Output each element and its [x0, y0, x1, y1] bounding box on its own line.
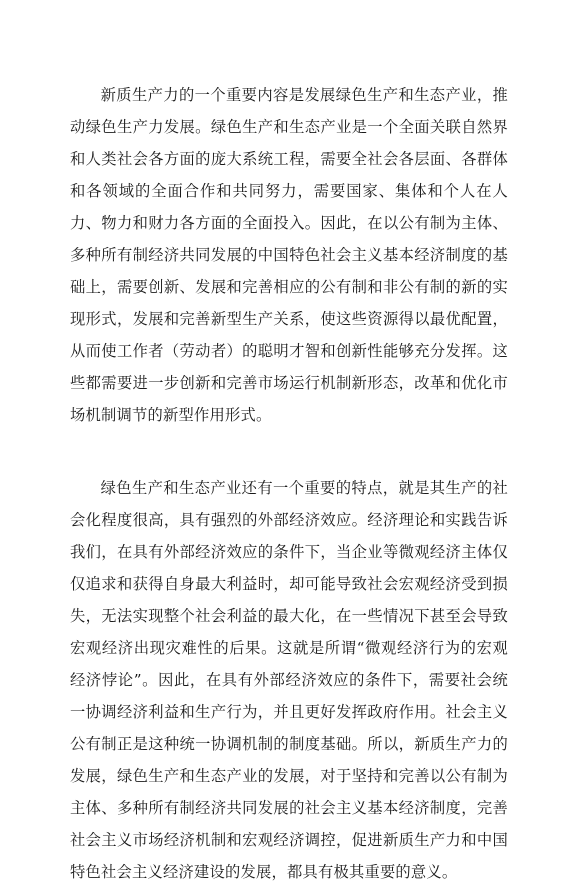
- paragraph-1: 新质生产力的一个重要内容是发展绿色生产和生态产业，推动绿色生产力发展。绿色生产和生态产业是一个全面关联自然界和人类社会各方面的庞大系统工程，需要全社会各层面、各群体和各领域的全面合作和共同努力，需要国家、集体和个人在人力、物力和财力各方面的全面投入。因此，在以公有制为主体、多种所有制经济共同发展的中国特色社会主义基本经济制度的基础上，需要创新、发展和完善相应的公有制和非公有制的新的实现形式，发展和完善新型生产关系，使这些资源得以最优配置，从而使工作者（劳动者）的聪明才智和创新性能够充分发挥。这些都需要进一步创新和完善市场运行机制新形态，改革和优化市场机制调节的新型作用形式。: [70, 86, 508, 424]
- document-page: [70, 79, 508, 888]
- paragraph-2: 绿色生产和生态产业还有一个重要的特点，就是其生产的社会化程度很高，具有强烈的外部经济效应。经济理论和实践告诉我们，在具有外部经济效应的条件下，当企业等微观经济主体仅仅追求和获得自身最大利益时，却可能导致社会宏观经济受到损失，无法实现整个社会利益的最大化，在一些情况下甚至会导致宏观经济出现灾难性的后果。这就是所谓“微观经济行为的宏观经济悖论”。因此，在具有外部经济效应的条件下，需要社会统一协调经济利益和生产行为，并且更好发挥政府作用。社会主义公有制正是这种统一协调机制的制度基础。所以，新质生产力的发展，绿色生产和生态产业的发展，对于坚持和完善以公有制为主体、多种所有制经济共同发展的社会主义基本经济制度，完善社会主义市场经济机制和宏观经济调控，促进新质生产力和中国特色社会主义经济建设的发展，都具有极其重要的意义。: [70, 479, 508, 881]
